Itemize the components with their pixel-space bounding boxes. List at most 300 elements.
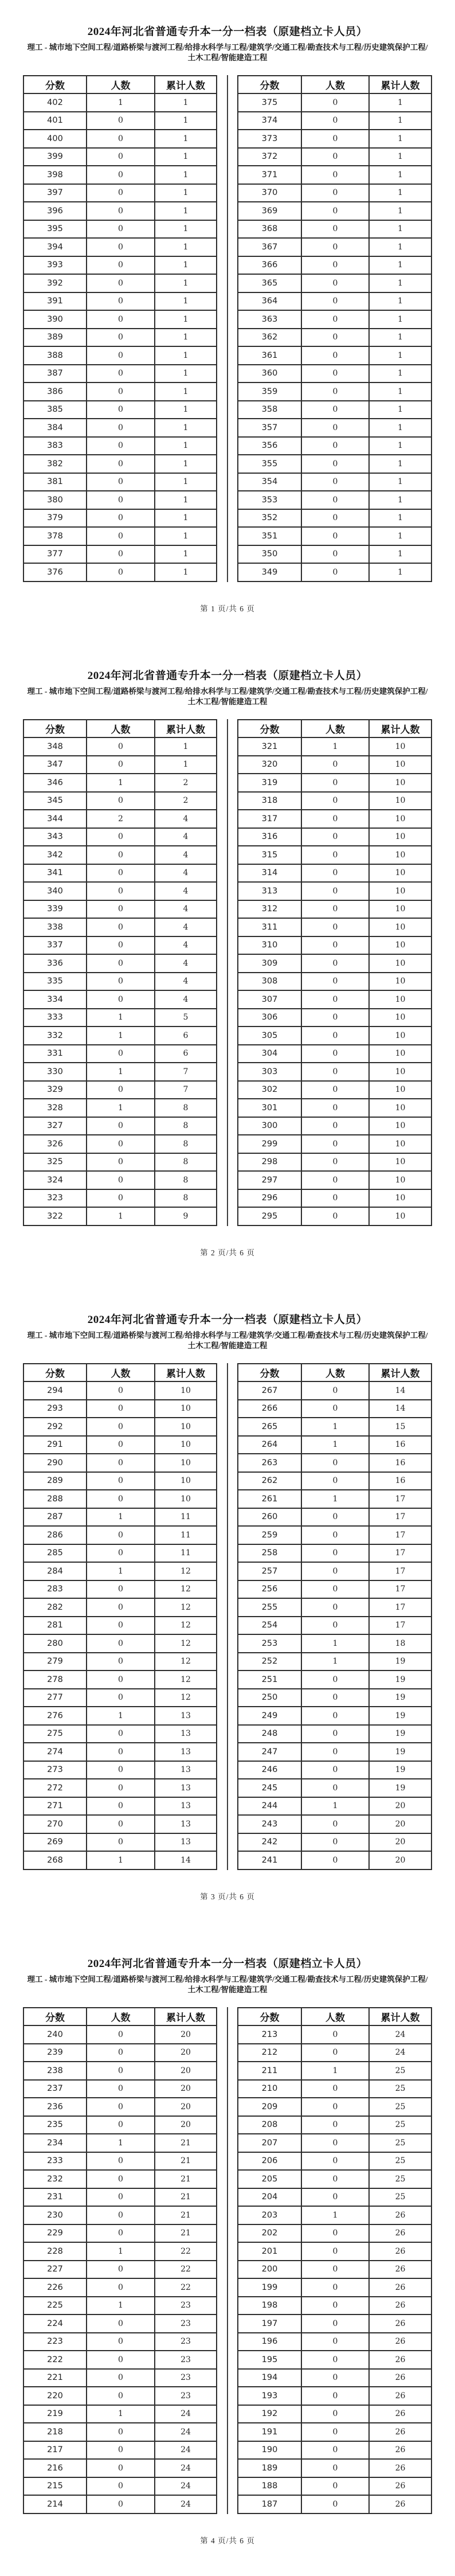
cumulative-cell: 1 bbox=[155, 274, 217, 292]
score-cell: 298 bbox=[238, 1153, 301, 1172]
count-cell: 0 bbox=[301, 2333, 369, 2351]
col-header-count: 人数 bbox=[301, 720, 369, 737]
count-cell: 0 bbox=[301, 166, 369, 184]
score-cell: 373 bbox=[238, 130, 301, 148]
cumulative-cell: 1 bbox=[155, 238, 217, 256]
score-cell: 263 bbox=[238, 1454, 301, 1472]
col-header-score: 分数 bbox=[23, 2008, 87, 2025]
table-row bbox=[238, 810, 432, 828]
table-row bbox=[238, 1707, 432, 1725]
score-cell: 316 bbox=[238, 828, 301, 846]
count-cell: 0 bbox=[301, 2098, 369, 2116]
score-cell: 229 bbox=[23, 2224, 87, 2243]
score-cell: 355 bbox=[238, 455, 301, 473]
cumulative-cell: 1 bbox=[369, 202, 432, 220]
table-row bbox=[23, 1634, 217, 1653]
count-cell: 0 bbox=[301, 882, 369, 900]
score-cell: 203 bbox=[238, 2206, 301, 2224]
cumulative-cell: 26 bbox=[369, 2477, 432, 2496]
score-cell: 321 bbox=[238, 737, 301, 756]
table-row bbox=[23, 2459, 217, 2477]
cumulative-cell: 12 bbox=[155, 1598, 217, 1617]
cumulative-cell: 1 bbox=[369, 527, 432, 545]
count-cell: 0 bbox=[301, 1063, 369, 1081]
cumulative-cell: 20 bbox=[155, 2080, 217, 2098]
cumulative-cell: 26 bbox=[369, 2278, 432, 2297]
cumulative-cell: 1 bbox=[369, 112, 432, 130]
table-row bbox=[238, 1472, 432, 1490]
score-cell: 210 bbox=[238, 2080, 301, 2098]
cumulative-cell: 26 bbox=[369, 2351, 432, 2369]
count-cell: 0 bbox=[301, 2405, 369, 2423]
score-cell: 344 bbox=[23, 810, 87, 828]
score-cell: 376 bbox=[23, 563, 87, 581]
cumulative-cell: 10 bbox=[155, 1400, 217, 1418]
cumulative-cell: 14 bbox=[369, 1381, 432, 1400]
table-row bbox=[238, 2152, 432, 2171]
count-cell: 0 bbox=[301, 2278, 369, 2297]
count-cell: 0 bbox=[301, 1009, 369, 1027]
cumulative-cell: 1 bbox=[155, 491, 217, 509]
score-cell: 188 bbox=[238, 2477, 301, 2496]
count-cell: 0 bbox=[87, 954, 155, 973]
table-row bbox=[23, 756, 217, 774]
cumulative-cell: 1 bbox=[155, 329, 217, 347]
count-cell: 0 bbox=[87, 2369, 155, 2387]
cumulative-cell: 1 bbox=[369, 130, 432, 148]
count-cell: 0 bbox=[301, 1707, 369, 1725]
count-cell: 0 bbox=[301, 2369, 369, 2387]
score-cell: 400 bbox=[23, 130, 87, 148]
count-cell: 1 bbox=[87, 2242, 155, 2261]
count-cell: 0 bbox=[87, 2423, 155, 2441]
score-cell: 206 bbox=[238, 2152, 301, 2171]
table-row bbox=[238, 1580, 432, 1599]
count-cell: 0 bbox=[87, 2261, 155, 2279]
table-row bbox=[238, 2170, 432, 2188]
count-cell: 0 bbox=[87, 527, 155, 545]
table-row bbox=[238, 756, 432, 774]
count-cell: 0 bbox=[87, 882, 155, 900]
cumulative-cell: 4 bbox=[155, 864, 217, 883]
table-row bbox=[23, 310, 217, 329]
table-row bbox=[238, 1063, 432, 1081]
cumulative-cell: 26 bbox=[369, 2297, 432, 2315]
count-cell: 0 bbox=[301, 774, 369, 792]
cumulative-cell: 10 bbox=[155, 1381, 217, 1400]
table-row bbox=[238, 2206, 432, 2224]
table-row bbox=[238, 1653, 432, 1671]
table-row bbox=[238, 166, 432, 184]
table-row bbox=[23, 563, 217, 581]
count-cell: 1 bbox=[87, 1508, 155, 1527]
score-cell: 341 bbox=[23, 864, 87, 883]
count-cell: 0 bbox=[87, 1153, 155, 1172]
table-row bbox=[238, 2441, 432, 2460]
cumulative-cell: 10 bbox=[369, 882, 432, 900]
table-row bbox=[238, 1797, 432, 1816]
count-cell: 0 bbox=[301, 2224, 369, 2243]
count-cell: 0 bbox=[301, 509, 369, 528]
score-cell: 249 bbox=[238, 1707, 301, 1725]
cumulative-cell: 13 bbox=[155, 1833, 217, 1852]
score-cell: 386 bbox=[23, 383, 87, 401]
score-cell: 278 bbox=[23, 1671, 87, 1689]
score-table-left bbox=[23, 719, 217, 1226]
table-row bbox=[23, 1063, 217, 1081]
table-row bbox=[23, 737, 217, 756]
count-cell: 0 bbox=[87, 1544, 155, 1563]
score-cell: 332 bbox=[23, 1027, 87, 1045]
cumulative-cell: 26 bbox=[369, 2423, 432, 2441]
count-cell: 1 bbox=[301, 2062, 369, 2080]
score-cell: 273 bbox=[23, 1761, 87, 1779]
cumulative-cell: 1 bbox=[369, 329, 432, 347]
table-row bbox=[238, 1436, 432, 1454]
count-cell: 0 bbox=[87, 1418, 155, 1436]
cumulative-cell: 10 bbox=[369, 918, 432, 936]
header-row bbox=[23, 1364, 217, 1381]
score-cell: 224 bbox=[23, 2315, 87, 2333]
table-row bbox=[23, 401, 217, 419]
score-cell: 244 bbox=[238, 1797, 301, 1816]
cumulative-cell: 1 bbox=[369, 455, 432, 473]
table-row bbox=[238, 864, 432, 883]
cumulative-cell: 16 bbox=[369, 1436, 432, 1454]
count-cell: 0 bbox=[87, 792, 155, 810]
score-table-right bbox=[237, 719, 432, 1226]
table-row bbox=[238, 2261, 432, 2279]
col-header-cumulative: 累计人数 bbox=[369, 2008, 432, 2025]
score-cell: 201 bbox=[238, 2242, 301, 2261]
table-row bbox=[23, 2134, 217, 2152]
score-table-left bbox=[23, 75, 217, 582]
count-cell: 0 bbox=[87, 2315, 155, 2333]
count-cell: 0 bbox=[301, 346, 369, 365]
count-cell: 0 bbox=[87, 1472, 155, 1490]
score-cell: 315 bbox=[238, 846, 301, 864]
table-row bbox=[23, 1153, 217, 1172]
score-cell: 402 bbox=[23, 93, 87, 112]
cumulative-cell: 9 bbox=[155, 1207, 217, 1225]
score-cell: 371 bbox=[238, 166, 301, 184]
table-row bbox=[23, 1490, 217, 1508]
cumulative-cell: 8 bbox=[155, 1117, 217, 1135]
score-cell: 334 bbox=[23, 990, 87, 1009]
count-cell: 0 bbox=[301, 419, 369, 437]
page-header bbox=[0, 1288, 455, 1351]
score-cell: 202 bbox=[238, 2224, 301, 2243]
table-row bbox=[23, 1081, 217, 1099]
page-footer: 第 3 页/共 6 页 bbox=[200, 1892, 255, 1901]
cumulative-cell: 10 bbox=[369, 990, 432, 1009]
count-cell: 0 bbox=[87, 401, 155, 419]
table-row bbox=[238, 2116, 432, 2134]
count-cell: 0 bbox=[87, 2333, 155, 2351]
count-cell: 0 bbox=[87, 112, 155, 130]
score-cell: 328 bbox=[23, 1099, 87, 1117]
score-cell: 239 bbox=[23, 2044, 87, 2062]
score-cell: 234 bbox=[23, 2134, 87, 2152]
table-row bbox=[23, 2025, 217, 2044]
cumulative-cell: 11 bbox=[155, 1508, 217, 1527]
cumulative-cell: 23 bbox=[155, 2387, 217, 2405]
table-row bbox=[238, 1135, 432, 1153]
score-cell: 287 bbox=[23, 1508, 87, 1527]
cumulative-cell: 10 bbox=[369, 973, 432, 991]
table-row bbox=[238, 256, 432, 275]
count-cell: 0 bbox=[87, 1189, 155, 1208]
cumulative-cell: 13 bbox=[155, 1725, 217, 1743]
count-cell: 1 bbox=[301, 1653, 369, 1671]
table-row bbox=[23, 2297, 217, 2315]
table-row bbox=[23, 202, 217, 220]
score-cell: 269 bbox=[23, 1833, 87, 1852]
score-cell: 366 bbox=[238, 256, 301, 275]
score-cell: 311 bbox=[238, 918, 301, 936]
cumulative-cell: 14 bbox=[369, 1400, 432, 1418]
score-table-right bbox=[237, 1363, 432, 1870]
score-cell: 208 bbox=[238, 2116, 301, 2134]
count-cell: 0 bbox=[301, 1851, 369, 1869]
table-row bbox=[23, 1526, 217, 1544]
cumulative-cell: 1 bbox=[155, 756, 217, 774]
score-cell: 292 bbox=[23, 1418, 87, 1436]
score-cell: 335 bbox=[23, 973, 87, 991]
count-cell: 0 bbox=[301, 2025, 369, 2044]
count-cell: 0 bbox=[301, 491, 369, 509]
score-cell: 252 bbox=[238, 1653, 301, 1671]
cumulative-cell: 12 bbox=[155, 1580, 217, 1599]
cumulative-cell: 10 bbox=[369, 1117, 432, 1135]
cumulative-cell: 10 bbox=[369, 1099, 432, 1117]
cumulative-cell: 13 bbox=[155, 1761, 217, 1779]
table-row bbox=[238, 2477, 432, 2496]
table-row bbox=[238, 1081, 432, 1099]
cumulative-cell: 1 bbox=[155, 401, 217, 419]
count-cell: 0 bbox=[301, 1207, 369, 1225]
count-cell: 0 bbox=[87, 491, 155, 509]
table-row bbox=[23, 2477, 217, 2496]
cumulative-cell: 15 bbox=[369, 1418, 432, 1436]
count-cell: 0 bbox=[87, 1815, 155, 1833]
count-cell: 0 bbox=[87, 310, 155, 329]
score-cell: 302 bbox=[238, 1081, 301, 1099]
count-cell: 0 bbox=[301, 274, 369, 292]
score-cell: 261 bbox=[238, 1490, 301, 1508]
score-cell: 381 bbox=[23, 473, 87, 491]
score-cell: 257 bbox=[238, 1562, 301, 1580]
col-header-cumulative: 累计人数 bbox=[369, 720, 432, 737]
score-cell: 317 bbox=[238, 810, 301, 828]
score-cell: 364 bbox=[238, 292, 301, 311]
table-row bbox=[238, 1526, 432, 1544]
table-row bbox=[23, 220, 217, 239]
cumulative-cell: 1 bbox=[369, 401, 432, 419]
count-cell: 0 bbox=[87, 1381, 155, 1400]
count-cell: 0 bbox=[87, 1689, 155, 1707]
score-cell: 393 bbox=[23, 256, 87, 275]
cumulative-cell: 1 bbox=[369, 310, 432, 329]
table-row bbox=[238, 220, 432, 239]
header-row bbox=[238, 76, 432, 93]
table-row bbox=[238, 2369, 432, 2387]
table-row bbox=[23, 238, 217, 256]
count-cell: 0 bbox=[87, 2044, 155, 2062]
table-row bbox=[238, 563, 432, 581]
count-cell: 0 bbox=[87, 256, 155, 275]
table-row bbox=[23, 455, 217, 473]
table-row bbox=[23, 274, 217, 292]
table-row bbox=[238, 2224, 432, 2243]
cumulative-cell: 21 bbox=[155, 2170, 217, 2188]
table-row bbox=[238, 184, 432, 202]
cumulative-cell: 13 bbox=[155, 1779, 217, 1797]
table-row bbox=[23, 383, 217, 401]
page-subtitle: 理工 - 城市地下空间工程/道路桥梁与渡河工程/给排水科学与工程/建筑学/交通工程/勘查技术与工程/历史建筑保护工程/土木工程/智能建造工程 bbox=[27, 687, 428, 707]
cumulative-cell: 25 bbox=[369, 2170, 432, 2188]
count-cell: 0 bbox=[301, 256, 369, 275]
table-row bbox=[238, 1634, 432, 1653]
score-cell: 357 bbox=[238, 419, 301, 437]
table-row bbox=[23, 1562, 217, 1580]
count-cell: 0 bbox=[301, 2477, 369, 2496]
score-cell: 301 bbox=[238, 1099, 301, 1117]
score-cell: 280 bbox=[23, 1634, 87, 1653]
page-title: 2024年河北省普通专升本一分一档表（原建档立卡人员） bbox=[87, 1958, 368, 1970]
cumulative-cell: 19 bbox=[369, 1653, 432, 1671]
table-row bbox=[23, 2080, 217, 2098]
cumulative-cell: 21 bbox=[155, 2188, 217, 2207]
table-row bbox=[23, 936, 217, 955]
count-cell: 0 bbox=[301, 2495, 369, 2513]
count-cell: 0 bbox=[87, 1171, 155, 1189]
count-cell: 0 bbox=[87, 473, 155, 491]
cumulative-cell: 1 bbox=[369, 166, 432, 184]
count-cell: 0 bbox=[87, 1617, 155, 1635]
table-row bbox=[238, 1207, 432, 1225]
cumulative-cell: 17 bbox=[369, 1490, 432, 1508]
cumulative-cell: 1 bbox=[155, 563, 217, 581]
cumulative-cell: 26 bbox=[369, 2261, 432, 2279]
score-cell: 259 bbox=[238, 1526, 301, 1544]
header-row bbox=[238, 2008, 432, 2025]
table-row bbox=[23, 774, 217, 792]
score-cell: 297 bbox=[238, 1171, 301, 1189]
score-cell: 331 bbox=[23, 1045, 87, 1063]
count-cell: 1 bbox=[301, 1436, 369, 1454]
count-cell: 0 bbox=[301, 2080, 369, 2098]
score-cell: 288 bbox=[23, 1490, 87, 1508]
table-row bbox=[23, 2224, 217, 2243]
count-cell: 0 bbox=[301, 918, 369, 936]
score-cell: 200 bbox=[238, 2261, 301, 2279]
cumulative-cell: 16 bbox=[369, 1454, 432, 1472]
score-cell: 217 bbox=[23, 2441, 87, 2460]
table-row bbox=[23, 864, 217, 883]
score-cell: 329 bbox=[23, 1081, 87, 1099]
score-cell: 372 bbox=[238, 148, 301, 166]
score-cell: 326 bbox=[23, 1135, 87, 1153]
score-cell: 356 bbox=[238, 437, 301, 455]
col-header-score: 分数 bbox=[238, 2008, 301, 2025]
table-row bbox=[238, 1689, 432, 1707]
cumulative-cell: 25 bbox=[369, 2116, 432, 2134]
table-row bbox=[238, 2495, 432, 2513]
cumulative-cell: 1 bbox=[155, 365, 217, 383]
cumulative-cell: 1 bbox=[155, 455, 217, 473]
score-cell: 227 bbox=[23, 2261, 87, 2279]
table-row bbox=[23, 1761, 217, 1779]
table-row bbox=[23, 437, 217, 455]
cumulative-cell: 17 bbox=[369, 1526, 432, 1544]
count-cell: 0 bbox=[301, 329, 369, 347]
count-cell: 1 bbox=[87, 2297, 155, 2315]
table-row bbox=[23, 2495, 217, 2513]
score-cell: 219 bbox=[23, 2405, 87, 2423]
count-cell: 0 bbox=[87, 220, 155, 239]
score-cell: 192 bbox=[238, 2405, 301, 2423]
cumulative-cell: 10 bbox=[369, 1063, 432, 1081]
score-cell: 187 bbox=[238, 2495, 301, 2513]
cumulative-cell: 24 bbox=[155, 2459, 217, 2477]
cumulative-cell: 26 bbox=[369, 2387, 432, 2405]
cumulative-cell: 21 bbox=[155, 2134, 217, 2152]
cumulative-cell: 1 bbox=[155, 130, 217, 148]
count-cell: 0 bbox=[87, 2116, 155, 2134]
cumulative-cell: 10 bbox=[155, 1436, 217, 1454]
cumulative-cell: 4 bbox=[155, 846, 217, 864]
table-row bbox=[23, 2044, 217, 2062]
count-cell: 0 bbox=[301, 545, 369, 564]
score-cell: 286 bbox=[23, 1526, 87, 1544]
table-row bbox=[23, 1117, 217, 1135]
table-row bbox=[238, 2423, 432, 2441]
score-cell: 309 bbox=[238, 954, 301, 973]
count-cell: 0 bbox=[301, 184, 369, 202]
page-subtitle: 理工 - 城市地下空间工程/道路桥梁与渡河工程/给排水科学与工程/建筑学/交通工程/勘查技术与工程/历史建筑保护工程/土木工程/智能建造工程 bbox=[27, 1975, 428, 1995]
score-cell: 242 bbox=[238, 1833, 301, 1852]
score-cell: 387 bbox=[23, 365, 87, 383]
score-cell: 360 bbox=[238, 365, 301, 383]
count-cell: 0 bbox=[301, 1472, 369, 1490]
count-cell: 0 bbox=[87, 2224, 155, 2243]
score-cell: 339 bbox=[23, 900, 87, 919]
table-row bbox=[238, 1761, 432, 1779]
score-cell: 226 bbox=[23, 2278, 87, 2297]
table-row bbox=[238, 2459, 432, 2477]
count-cell: 0 bbox=[87, 365, 155, 383]
cumulative-cell: 14 bbox=[155, 1851, 217, 1869]
score-cell: 399 bbox=[23, 148, 87, 166]
cumulative-cell: 1 bbox=[369, 346, 432, 365]
score-cell: 213 bbox=[238, 2025, 301, 2044]
col-header-count: 人数 bbox=[87, 1364, 155, 1381]
count-cell: 1 bbox=[87, 774, 155, 792]
score-cell: 312 bbox=[238, 900, 301, 919]
table-row bbox=[23, 2441, 217, 2460]
count-cell: 1 bbox=[301, 1418, 369, 1436]
table-row bbox=[238, 1544, 432, 1563]
count-cell: 0 bbox=[301, 148, 369, 166]
count-cell: 0 bbox=[301, 1189, 369, 1208]
score-cell: 308 bbox=[238, 973, 301, 991]
count-cell: 0 bbox=[87, 1797, 155, 1816]
col-header-score: 分数 bbox=[238, 76, 301, 93]
score-cell: 236 bbox=[23, 2098, 87, 2116]
table-row bbox=[238, 310, 432, 329]
score-cell: 330 bbox=[23, 1063, 87, 1081]
